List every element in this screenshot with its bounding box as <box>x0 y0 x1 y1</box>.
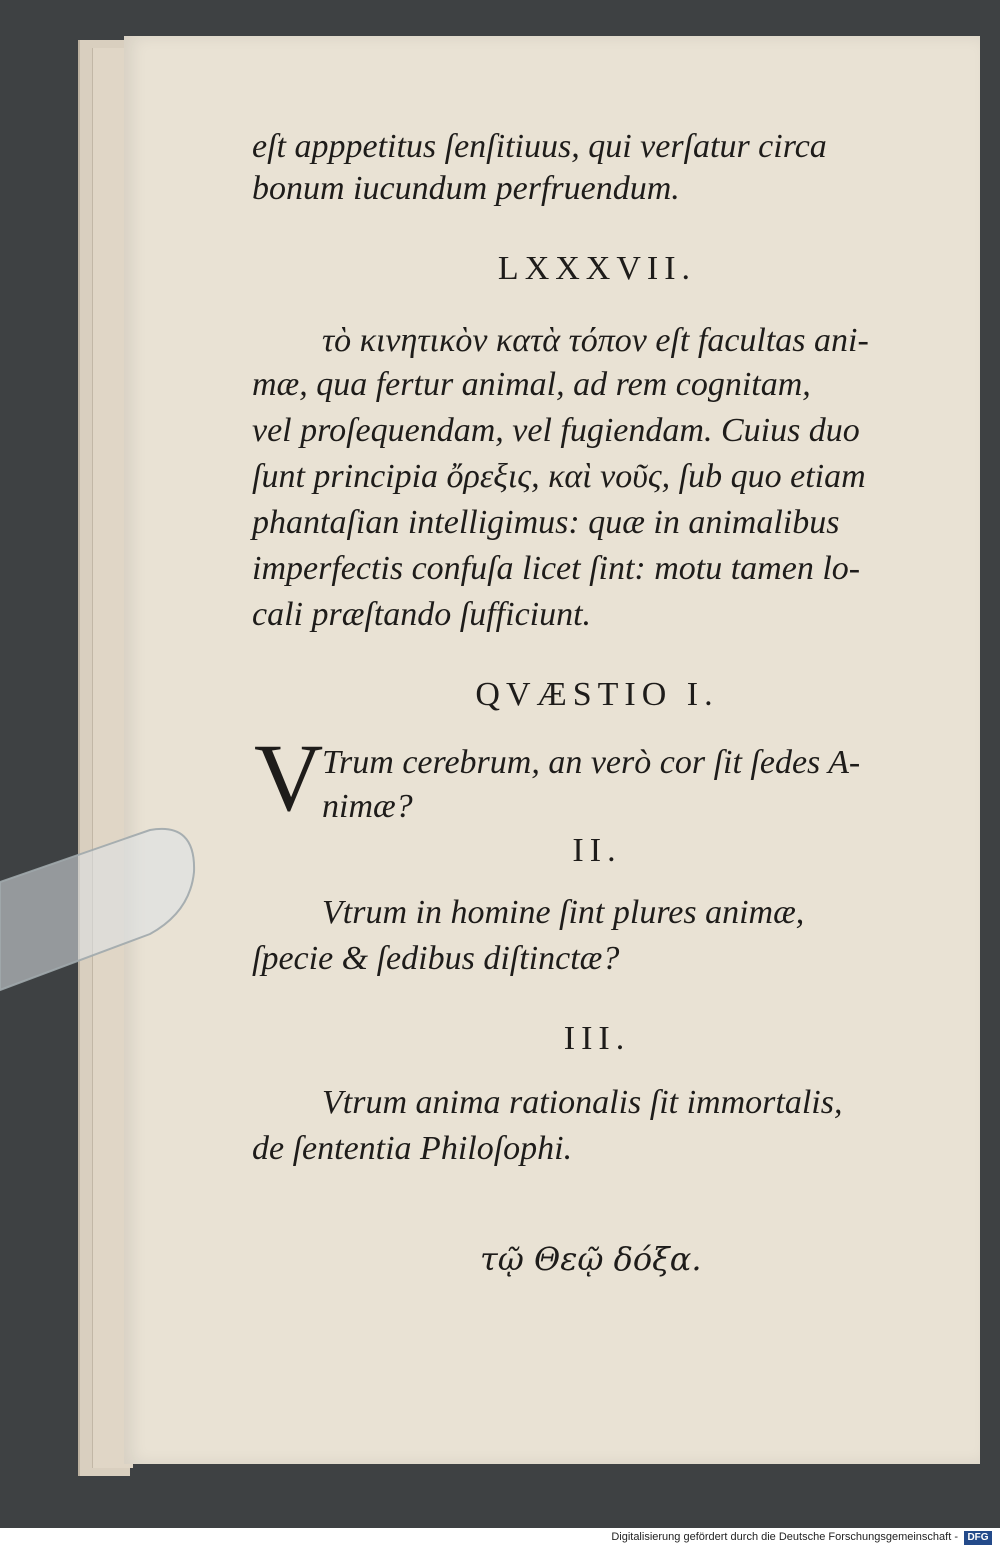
footer-credit: Digitalisierung gefördert durch die Deutsche Forschungsgemeinschaft - <box>611 1531 958 1543</box>
text-line: de ſententia Philoſophi. <box>252 1130 573 1167</box>
text-line: Vtrum in homine ſint plures animæ, <box>322 894 805 931</box>
drop-cap: V <box>254 724 324 831</box>
text-line: phantaſian intelligimus: quæ in animalibus <box>252 504 840 541</box>
dfg-logo: DFG <box>964 1531 992 1545</box>
text-line: bonum iucundum perfruendum. <box>252 170 680 207</box>
text-line: cali præſtando ſufficiunt. <box>252 596 592 633</box>
text-line: ſpecie & ſedibus diſtinctæ? <box>252 940 620 977</box>
closing-doxology: τῷ Θεῷ δόξα. <box>480 1240 702 1278</box>
text-line: mæ, qua fertur animal, ad rem cognitam, <box>252 366 811 403</box>
question-heading: QVÆSTIO I. <box>475 676 719 713</box>
text-line: ſunt principia ὄρεξις, καὶ νοῦς, ſub quo etiam <box>252 458 866 495</box>
text-line: vel proſequendam, vel fugiendam. Cuius duo <box>252 412 860 449</box>
text-line: Trum cerebrum, an verò cor ſit ſedes A- <box>322 744 861 781</box>
section-heading: LXXXVII. <box>497 250 697 287</box>
question-number: III. <box>563 1020 631 1057</box>
text-line: nimæ? <box>322 788 413 825</box>
footer-bar <box>0 1528 1000 1549</box>
clear-plastic-clip <box>0 822 200 992</box>
text-line: eſt apppetitus ſenſitiuus, qui verſatur circa <box>252 128 827 165</box>
text-line: imperfectis confuſa licet ſint: motu tamen lo- <box>252 550 861 587</box>
text-line: τὸ κινητικὸν κατὰ τόπον eſt facultas ani- <box>322 322 869 359</box>
question-number: II. <box>572 832 622 869</box>
text-line: Vtrum anima rationalis ſit immortalis, <box>322 1084 843 1121</box>
